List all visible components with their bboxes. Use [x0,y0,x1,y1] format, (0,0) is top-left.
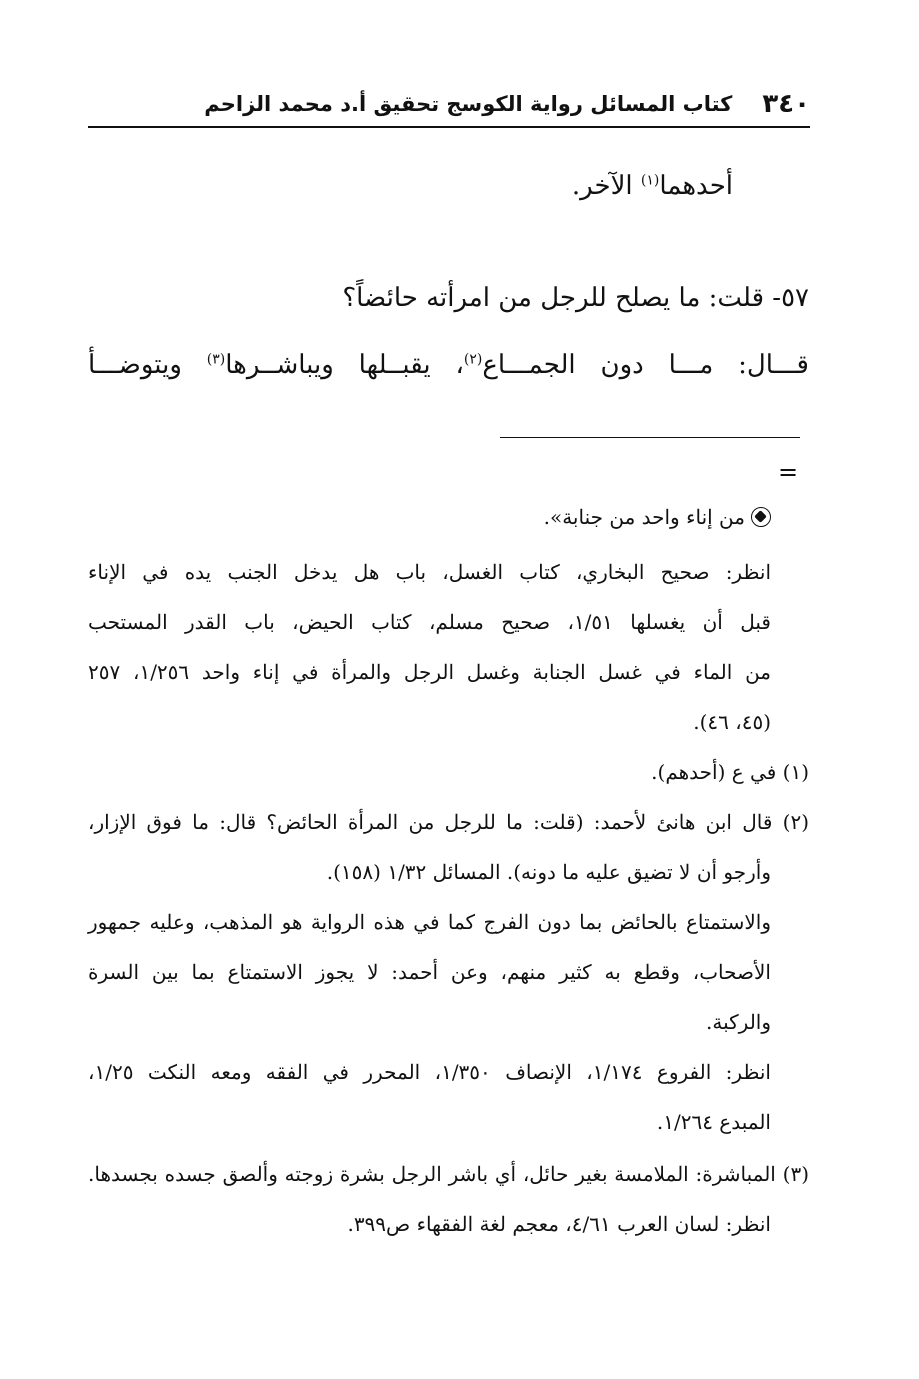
footnote-3-line: انظر: لسان العرب ٤/٦١، معجم لغة الفقهاء ص٣٩٩. [347,1212,771,1236]
footnote-2-line: (٢) قال ابن هانئ لأحمد: (قلت: ما للرجل من المرأة الحائض؟ قال: ما فوق الإزار، [88,810,809,834]
main-text-line-1 [572,166,733,206]
footnote-cont-line: من الماء في غسل الجنابة وغسل الرجل والمرأة في إناء واحد ١/٢٥٦، ٢٥٧ [88,660,772,684]
footnote-ref-3: (٣) [206,351,226,368]
footnote-ref-1: (١) [640,172,660,189]
main-text: ويتوضـــأ [88,350,207,380]
footnote-2-line: والاستمتاع بالحائض بما دون الفرج كما في هذه الرواية هو المذهب، وعليه جمهور [88,910,771,934]
main-text: ، يقبــلها ويباشــرها [225,350,464,380]
header-divider [88,126,810,128]
page-number: ٣٤٠ [762,89,810,119]
footnote-2-line: والركبة. [706,1010,771,1034]
main-text: قـــال: مـــا دون الجمـــاع [482,350,809,380]
question-57: ٥٧- قلت: ما يصلح للرجل من امرأته حائضاً؟ [342,283,809,313]
continuation-mark: = [778,458,799,486]
footnote-2-line: المبدع ١/٢٦٤. [656,1110,771,1134]
footnote-text: من إناء واحد من جنابة». [543,505,745,529]
footnote-3-line: (٣) المباشرة: الملامسة بغير حائل، أي باشر الرجل بشرة زوجته وألصق جسده بجسدها. [88,1162,809,1186]
main-text: أحدهما [659,171,733,201]
footnote-cont-line [544,502,771,532]
running-title: كتاب المسائل رواية الكوسج تحقيق أ.د محمد الزاحم [204,92,733,116]
footnote-cont-line: قبل أن يغسلها ١/٥١، صحيح مسلم، كتاب الحيض، باب القدر المستحب [88,610,771,634]
footnote-2-line: الأصحاب، وقطع به كثير منهم، وعن أحمد: لا يجوز الاستمتاع بما بين السرة [88,960,771,984]
page-header [88,84,810,124]
main-text: الآخر. [571,171,641,201]
footnote-2-line: انظر: الفروع ١/١٧٤، الإنصاف ١/٣٥٠، المحرر في الفقه ومعه النكت ١/٢٥، [88,1060,771,1084]
footnote-1: (١) في ع (أحدهم). [651,760,809,784]
footnote-2-line: وأرجو أن لا تضيق عليه ما دونه). المسائل ١/٣٢ (١٥٨). [326,860,771,884]
footnote-separator [500,437,800,438]
footnote-ref-2: (٢) [463,351,483,368]
footnote-cont-line: (٤٥، ٤٦). [693,710,771,734]
footnote-cont-line: انظر: صحيح البخاري، كتاب الغسل، باب هل يدخل الجنب يده في الإناء [88,560,771,584]
answer-57 [88,345,809,385]
honorific-icon [751,507,771,527]
